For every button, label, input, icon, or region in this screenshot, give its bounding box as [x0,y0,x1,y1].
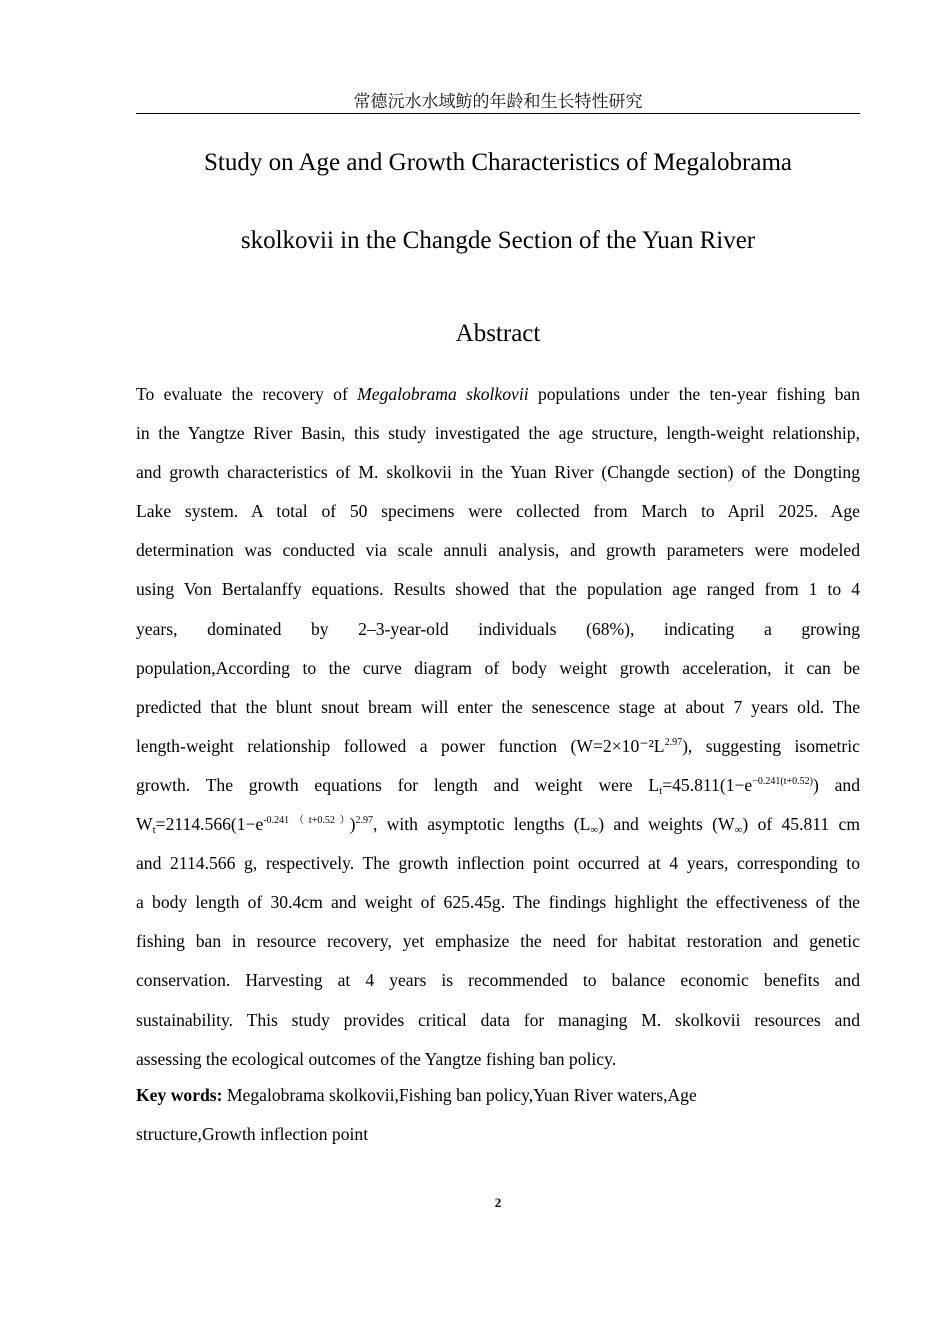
paper-title-line-1: Study on Age and Growth Characteristics of Megalobrama [203,149,793,176]
abstract-line: predicted that the blunt snout bream will enter the senescence stage at about 7 years old. The [136,696,860,717]
abstract-line: using Von Bertalanffy equations. Results showed that the population age ranged from 1 to 4 [136,579,860,600]
abstract-line: To evaluate the recovery of Megalobrama skolkovii populations under the ten-year fishing ban [136,384,860,404]
abstract-line: sustainability. This study provides critical data for managing M. skolkovii resources and [136,1009,860,1030]
keywords-label: Key words: [136,1085,223,1105]
running-header [136,91,860,114]
keywords-text: Megalobrama skolkovii,Fishing ban policy,Yuan River waters,Age [222,1085,697,1105]
keywords-line-2: structure,Growth inflection point [136,1124,369,1144]
abstract-line: length-weight relationship followed a power function $(W=2\times 10^{-2}L^{2.97})$, suggesting isometric [136,735,860,756]
abstract-line: population,According to the curve diagram of body weight growth acceleration, it can be [136,657,860,678]
abstract-line: Lake system. A total of 50 specimens were collected from March to April 2025. Age [136,501,860,522]
abstract-line: growth. The growth equations for length and weight were $L_t=45.811(1-e^{-0.241(t+0.52)})$ and [136,774,860,797]
keywords-line-1 [136,1076,860,1115]
paper-title-line-2: skolkovii in the Changde Section of the Yuan River [240,227,756,254]
running-header-title: 常德沅水水域鲂的年龄和生长特性研究 [353,92,643,112]
keywords [136,1076,860,1154]
abstract-line: years, dominated by 2–3-year-old individuals (68%), indicating a growing [136,618,860,639]
abstract-line: $W_t=2114.566(1-e^{-0.241(t+0.52)})^{2.97}$, with asymptotic lengths $(L_\infty)$ and weights $(W_\infty)$ of 45.811 cm [136,814,861,837]
abstract-line: and 2114.566 g, respectively. The growth inflection point occurred at 4 years, corresponding to [136,853,860,874]
abstract-line: in the Yangtze River Basin, this study investigated the age structure, length-weight relationship, [136,423,860,444]
abstract-line: a body length of 30.4cm and weight of 625.45g. The findings highlight the effectiveness of the [136,892,860,913]
abstract-line: and growth characteristics of M. skolkovii in the Yuan River (Changde section) of the Dongting [136,462,860,483]
abstract-line: determination was conducted via scale annuli analysis, and growth parameters were modeled [136,540,860,561]
abstract-line: conservation. Harvesting at 4 years is recommended to balance economic benefits and [136,970,860,991]
page-number: 2 [494,1195,502,1210]
abstract-body [136,375,860,1079]
species-name: Megalobrama skolkovii [357,384,529,404]
abstract-heading: Abstract [455,320,541,347]
abstract-line: fishing ban in resource recovery, yet emphasize the need for habitat restoration and genetic [136,931,860,952]
abstract-line: assessing the ecological outcomes of the Yangtze fishing ban policy. [136,1048,617,1069]
